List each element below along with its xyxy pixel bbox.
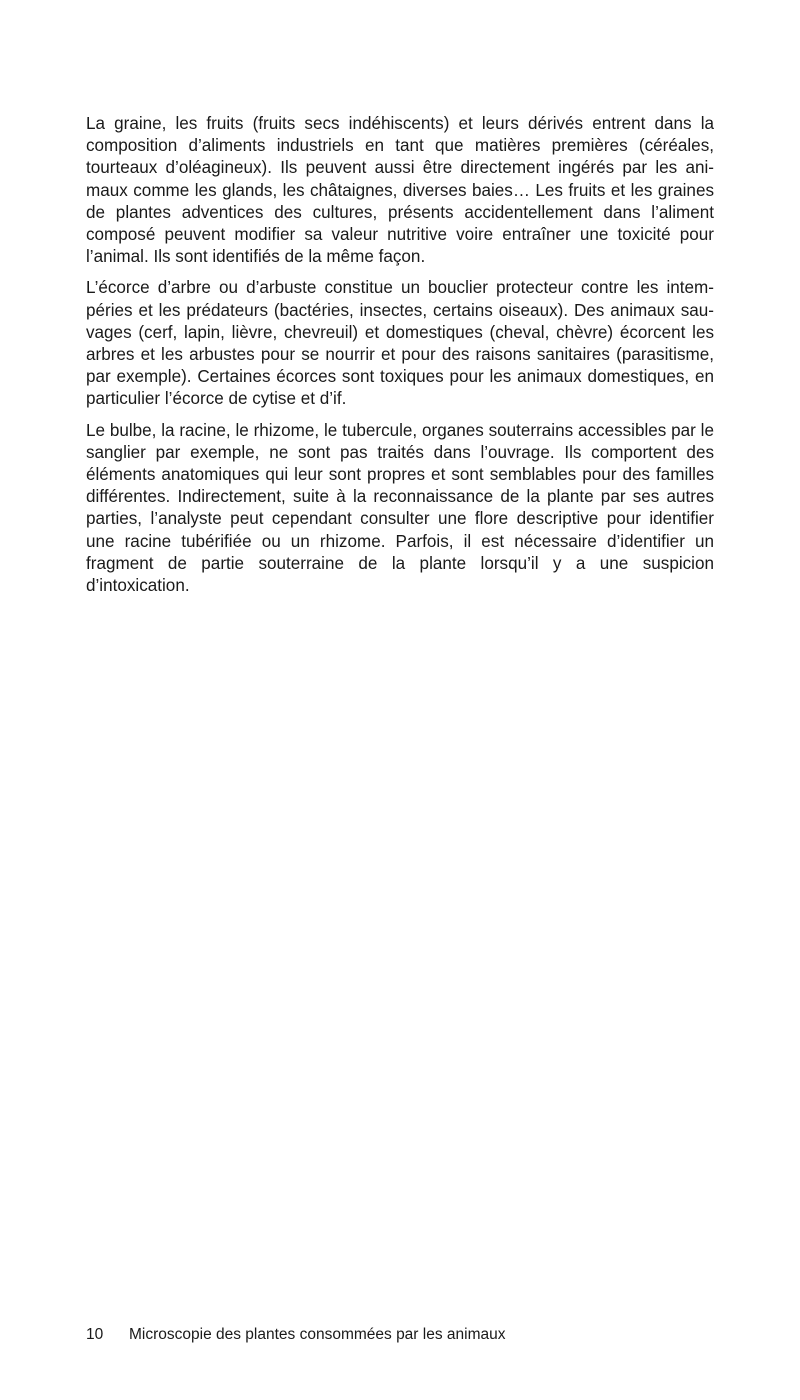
running-title: Microscopie des plantes consommées par les animaux (129, 1326, 506, 1343)
paragraph-underground-organs: Le bulbe, la racine, le rhizome, le tubercule, organes souterrains accessibles par le sanglier par exemple, ne sont pas traités dans l’ouvrage. Ils comportent des éléments anatomiques qui leur sont propres et sont semblables pour des familles différentes. Indirectement, suite à la reconnaissance de la plante par ses autres parties, l’analyste peut cependant consulter une flore descriptive pour identifier une racine tubérifiée ou un rhizome. Parfois, il est nécessaire d’identifier un fragment de partie souterraine de la plante lorsqu’il y a une suspicion d’intoxication. (86, 420, 714, 596)
paragraph-seeds-fruits: La graine, les fruits (fruits secs indéhiscents) et leurs dérivés entrent dans la composition d’aliments industriels en tant que matières premières (céréales, tourteaux d’oléagineux). Ils peuvent aussi être directement ingérés par les animaux comme les glands, les châtaignes, diverses baies… Les fruits et les graines de plantes adventices des cultures, présents accidentellement dans l’aliment composé peuvent modifier sa valeur nutritive voire entraîner une toxicité pour l’animal. Ils sont identifiés de la même façon. (86, 114, 714, 267)
page-footer (86, 1325, 714, 1345)
paragraph-bark: L’écorce d’arbre ou d’arbuste constitue un bouclier protecteur contre les intempéries et les prédateurs (bactéries, insectes, certains oiseaux). Des animaux sauvages (cerf, lapin, lièvre, chevreuil) et domestiques (cheval, chèvre) écorcent les arbres et les arbustes pour se nourrir et pour des raisons sanitaires (parasitisme, par exemple). Certaines écorces sont toxiques pour les animaux domestiques, en particulier l’écorce de cytise et d’if. (86, 278, 714, 409)
page-number: 10 (86, 1326, 104, 1343)
page-body (86, 113, 714, 606)
